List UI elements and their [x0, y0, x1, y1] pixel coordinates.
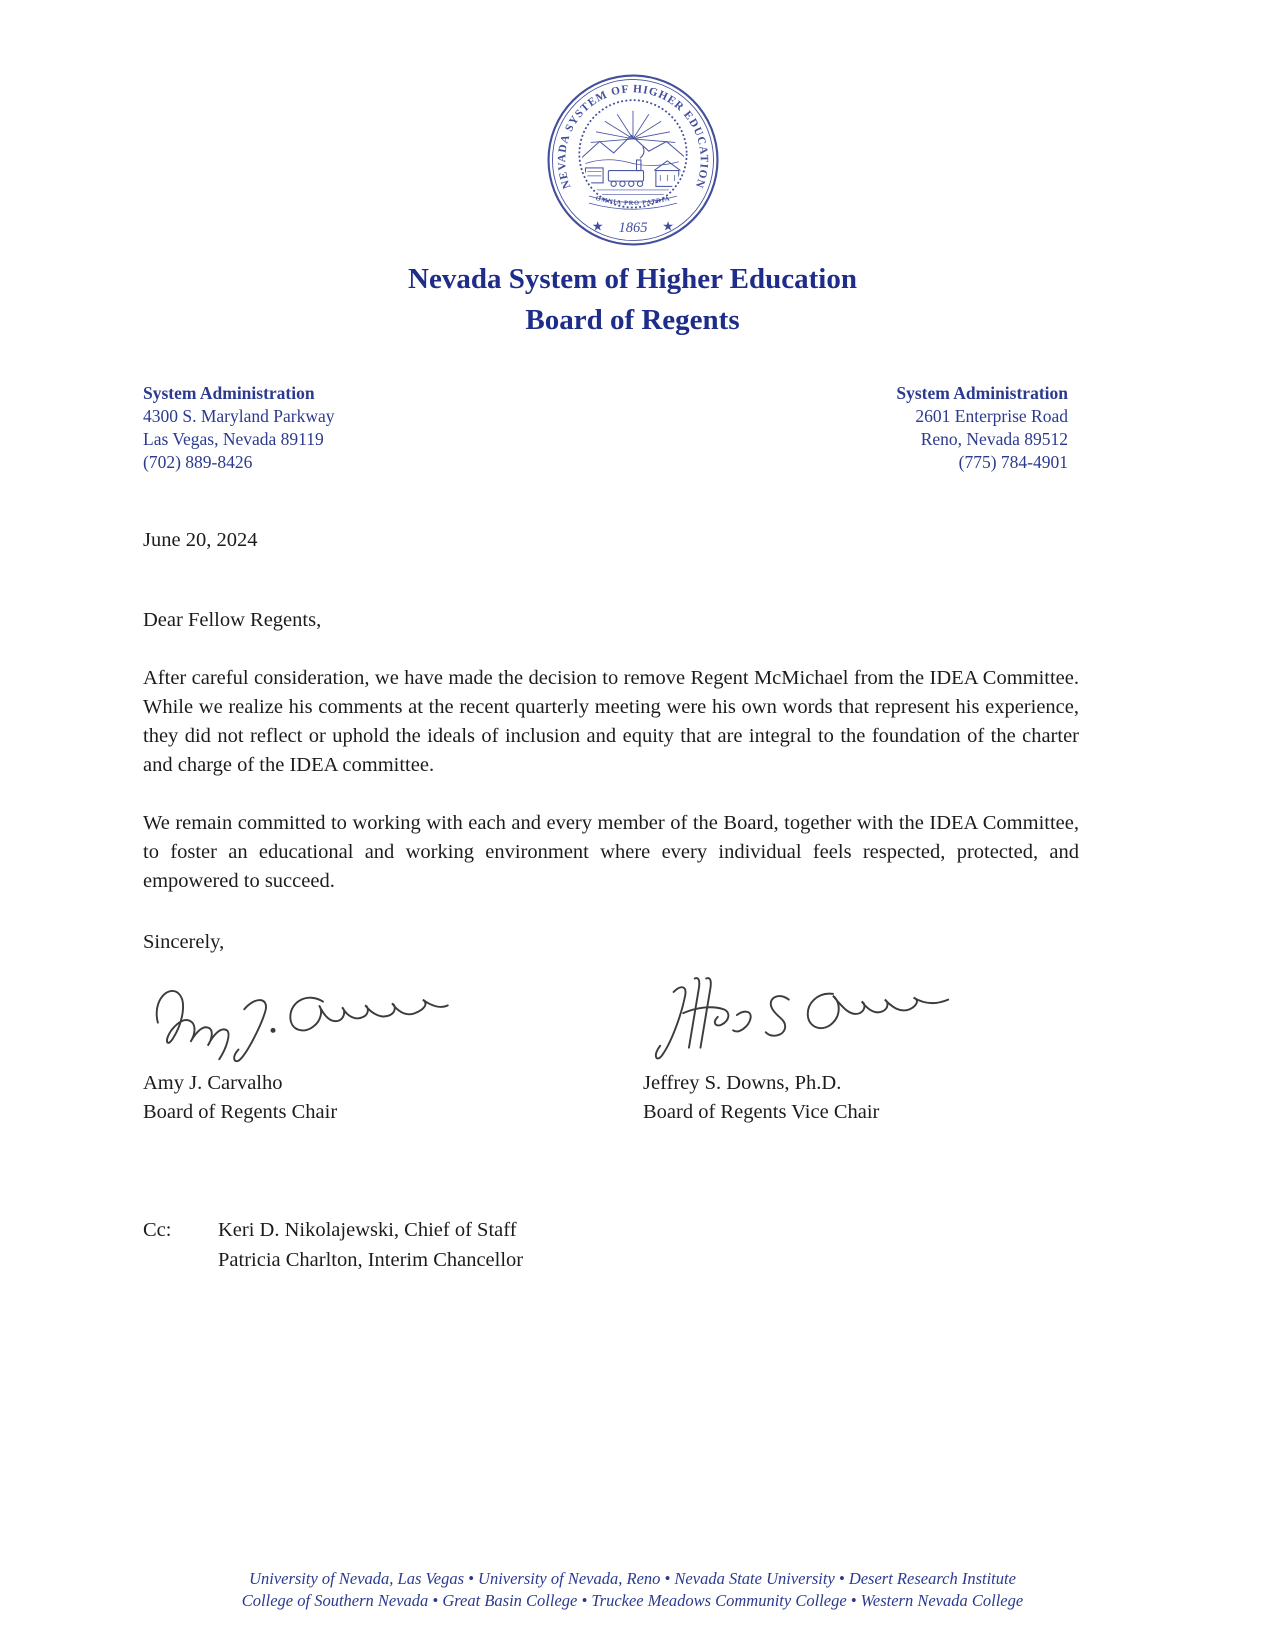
- address-phone: (775) 784-4901: [958, 452, 1068, 473]
- seal-star-left-icon: ★: [591, 218, 604, 234]
- cc-block: [143, 1215, 1079, 1275]
- salutation: Dear Fellow Regents,: [143, 609, 322, 632]
- nshe-seal-icon: [545, 72, 721, 248]
- footer-line-2: College of Southern Nevada • Great Basin College • Truckee Meadows Community College • Western Nevada College: [241, 1591, 1024, 1610]
- cc-name: Patricia Charlton, Interim Chancellor: [218, 1249, 524, 1272]
- letter-date: June 20, 2024: [143, 529, 258, 552]
- footer-line-1: University of Nevada, Las Vegas • University of Nevada, Reno • Nevada State University • Desert Research Institute: [249, 1569, 1016, 1588]
- address-phone: (702) 889-8426: [143, 452, 253, 473]
- signer-name: Amy J. Carvalho: [143, 1072, 283, 1095]
- signer-title: Board of Regents Vice Chair: [643, 1101, 880, 1124]
- cc-label: Cc:: [143, 1219, 172, 1242]
- paragraph-2: We remain committed to working with each and every member of the Board, together with the IDEA Committee, to foster an educational and working environment where every individual feels respected, protected, and empowered to succeed.: [143, 812, 1079, 893]
- signature-jeffrey-downs-icon: [643, 967, 1079, 1063]
- organization-title: [0, 259, 1265, 340]
- address-las-vegas: [143, 382, 335, 474]
- address-blocks: [143, 382, 1068, 474]
- seal-ring-text: NEVADA SYSTEM OF HIGHER EDUCATION: [555, 83, 710, 191]
- signature-amy-carvalho-icon: [143, 967, 643, 1063]
- cc-names: [218, 1215, 523, 1275]
- signature-row: [143, 967, 1079, 1127]
- address-street: 4300 S. Maryland Parkway: [143, 406, 335, 427]
- letterhead: [0, 0, 1265, 340]
- address-city: Reno, Nevada 89512: [920, 429, 1068, 450]
- address-title: System Administration: [143, 383, 315, 404]
- address-title: System Administration: [896, 383, 1068, 404]
- cc-name: Keri D. Nikolajewski, Chief of Staff: [218, 1219, 517, 1242]
- letter-body: [143, 526, 1079, 1275]
- address-reno: [896, 382, 1068, 474]
- address-city: Las Vegas, Nevada 89119: [143, 429, 324, 450]
- signer-name: Jeffrey S. Downs, Ph.D.: [643, 1072, 842, 1095]
- organization-subtitle: Board of Regents: [525, 303, 740, 336]
- paragraph-1: After careful consideration, we have made the decision to remove Regent McMichael from the IDEA Committee. While we realize his comments at the recent quarterly meeting were his own words that represent his experience, they did not reflect or uphold the ideals of inclusion and equity that are integral to the foundation of the charter and charge of the IDEA committee.: [143, 667, 1079, 777]
- organization-name: Nevada System of Higher Education: [408, 263, 857, 295]
- seal-year-text: 1865: [617, 220, 648, 237]
- closing: Sincerely,: [143, 931, 225, 954]
- address-street: 2601 Enterprise Road: [915, 406, 1068, 427]
- seal-motto-text: OMNIA PRO PATRIA: [594, 195, 671, 207]
- signature-block-chair: [143, 967, 643, 1127]
- institutions-footer: [0, 1568, 1265, 1612]
- signer-title: Board of Regents Chair: [143, 1101, 338, 1124]
- seal-star-right-icon: ★: [661, 218, 674, 234]
- signature-block-vice-chair: [643, 967, 1079, 1127]
